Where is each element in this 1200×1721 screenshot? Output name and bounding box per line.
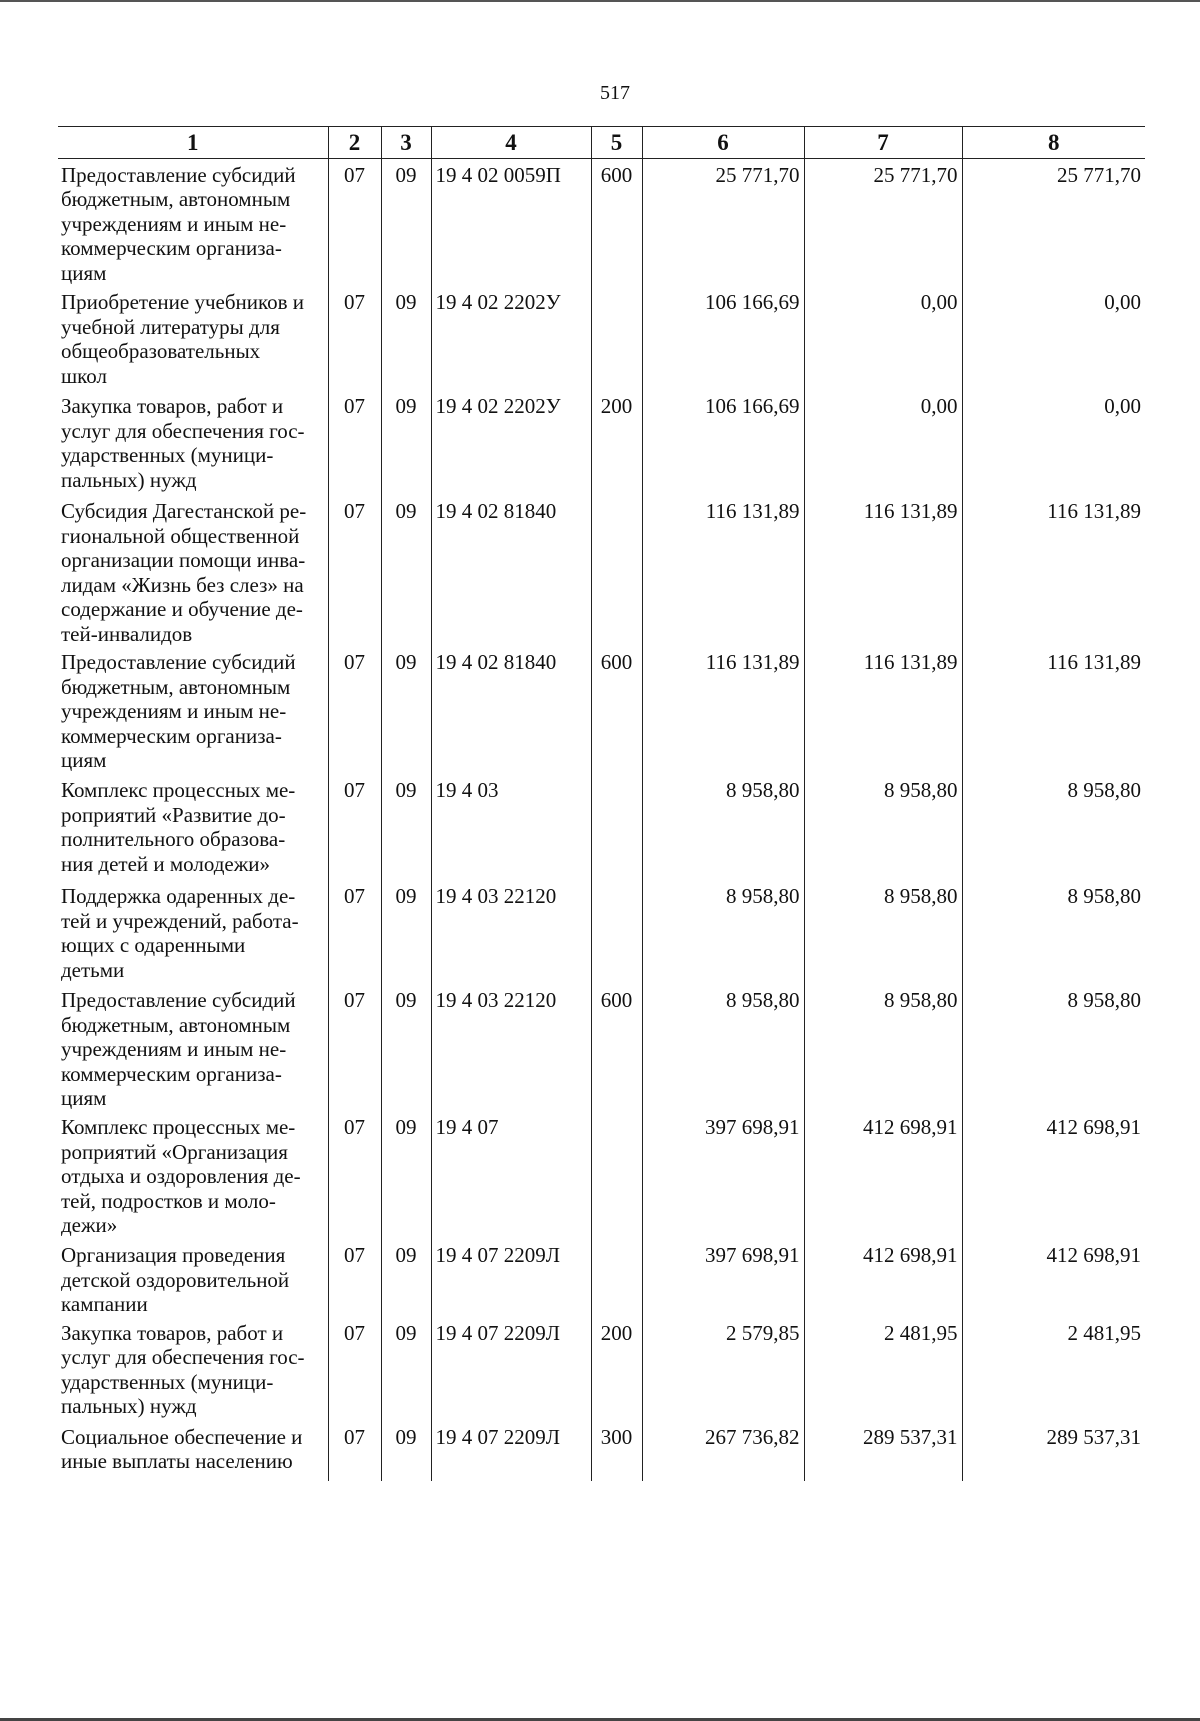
row-name-line: роприятий «Организация (61, 1139, 288, 1164)
column-header-3: 3 (381, 127, 431, 159)
section-code-cell: 07 (328, 646, 381, 774)
target-article-cell: 19 4 02 2202У (431, 286, 591, 390)
row-name-line: полнительного образова- (61, 827, 286, 851)
amount-col7-cell: 25 771,70 (804, 158, 962, 286)
subsection-code-cell: 09 (381, 495, 431, 646)
table-row (58, 1317, 1145, 1421)
subsection-code-cell: 09 (381, 774, 431, 880)
amount-col8-cell: 25 771,70 (962, 158, 1145, 286)
amount-col7-cell: 0,00 (804, 286, 962, 390)
row-name-line: Закупка товаров, работ и (61, 1320, 284, 1345)
amount-col7-cell: 289 537,31 (804, 1421, 962, 1481)
amount-col6-cell: 2 579,85 (642, 1317, 804, 1421)
expense-type-cell: 300 (591, 1421, 642, 1481)
target-article-cell: 19 4 03 22120 (431, 880, 591, 984)
target-article-cell: 19 4 02 81840 (431, 495, 591, 646)
target-article-cell: 19 4 02 2202У (431, 390, 591, 495)
target-article-cell: 19 4 03 (431, 774, 591, 880)
row-name-cell (58, 1317, 328, 1421)
amount-col7-cell: 116 131,89 (804, 495, 962, 646)
expense-type-cell: 200 (591, 1317, 642, 1421)
row-name-line: иные выплаты населению (61, 1449, 293, 1473)
expense-type-cell: 600 (591, 158, 642, 286)
section-code-cell: 07 (328, 1421, 381, 1481)
subsection-code-cell: 09 (381, 1111, 431, 1239)
row-name-line: пальных) нужд (61, 1394, 197, 1418)
table-row (58, 495, 1145, 646)
row-name-cell (58, 390, 328, 495)
table-body (58, 158, 1145, 1481)
row-name-line: бюджетным, автономным (61, 187, 291, 211)
amount-col8-cell: 116 131,89 (962, 646, 1145, 774)
column-header-6: 6 (642, 127, 804, 159)
section-code-cell: 07 (328, 495, 381, 646)
expense-type-cell (591, 1111, 642, 1239)
row-name-cell (58, 646, 328, 774)
amount-col8-cell: 0,00 (962, 286, 1145, 390)
target-article-cell: 19 4 07 2209Л (431, 1317, 591, 1421)
column-header-4: 4 (431, 127, 591, 159)
section-code-cell: 07 (328, 774, 381, 880)
table-row (58, 1421, 1145, 1481)
subsection-code-cell: 09 (381, 158, 431, 286)
budget-table (58, 126, 1145, 1481)
target-article-cell: 19 4 03 22120 (431, 984, 591, 1111)
section-code-cell: 07 (328, 880, 381, 984)
row-name-line: учреждениям и иным не- (61, 699, 287, 723)
row-name-line: Предоставление субсидий (61, 162, 296, 187)
row-name-line: кампании (61, 1292, 148, 1316)
row-name-line: циям (61, 260, 107, 285)
row-name-line: коммерческим организа- (61, 236, 282, 260)
row-name-cell (58, 158, 328, 286)
row-name-line: учреждениям и иным не- (61, 211, 287, 236)
section-code-cell: 07 (328, 1317, 381, 1421)
amount-col8-cell: 8 958,80 (962, 880, 1145, 984)
table-row (58, 774, 1145, 880)
row-name-line: бюджетным, автономным (61, 1012, 291, 1037)
amount-col7-cell: 0,00 (804, 390, 962, 495)
table-row (58, 1111, 1145, 1239)
row-name-line: коммерческим организа- (61, 723, 282, 748)
subsection-code-cell: 09 (381, 880, 431, 984)
row-name-cell (58, 984, 328, 1111)
subsection-code-cell: 09 (381, 646, 431, 774)
row-name-line: Социальное обеспечение и (61, 1424, 303, 1449)
section-code-cell: 07 (328, 1111, 381, 1239)
amount-col6-cell: 116 131,89 (642, 646, 804, 774)
row-name-line: ния детей и молодежи» (61, 851, 271, 876)
section-code-cell: 07 (328, 286, 381, 390)
amount-col7-cell: 8 958,80 (804, 984, 962, 1111)
row-name-line: школ (61, 363, 108, 388)
row-name-line: тей-инвалидов (61, 621, 193, 646)
subsection-code-cell: 09 (381, 1317, 431, 1421)
expense-type-cell (591, 774, 642, 880)
row-name-line: услуг для обеспечения гос- (61, 1345, 305, 1369)
row-name-line: коммерческим организа- (61, 1061, 282, 1086)
amount-col8-cell: 2 481,95 (962, 1317, 1145, 1421)
subsection-code-cell: 09 (381, 1421, 431, 1481)
table-row (58, 1239, 1145, 1317)
amount-col6-cell: 106 166,69 (642, 286, 804, 390)
target-article-cell: 19 4 07 2209Л (431, 1239, 591, 1317)
amount-col8-cell: 116 131,89 (962, 495, 1145, 646)
table-row (58, 646, 1145, 774)
row-name-line: бюджетным, автономным (61, 674, 291, 699)
row-name-line: Субсидия Дагестанской ре- (61, 499, 307, 523)
amount-col7-cell: 116 131,89 (804, 646, 962, 774)
target-article-cell: 19 4 02 81840 (431, 646, 591, 774)
row-name-cell (58, 880, 328, 984)
row-name-line: циям (61, 748, 107, 772)
row-name-line: ударственных (муници- (61, 443, 274, 467)
expense-type-cell (591, 286, 642, 390)
row-name-line: организации помощи инва- (61, 548, 306, 572)
row-name-cell (58, 774, 328, 880)
subsection-code-cell: 09 (381, 286, 431, 390)
subsection-code-cell: 09 (381, 1239, 431, 1317)
row-name-line: Комплекс процессных ме- (61, 778, 296, 802)
amount-col7-cell: 412 698,91 (804, 1111, 962, 1239)
subsection-code-cell: 09 (381, 984, 431, 1111)
amount-col6-cell: 8 958,80 (642, 984, 804, 1111)
section-code-cell: 07 (328, 390, 381, 495)
row-name-line: Комплекс процессных ме- (61, 1115, 296, 1139)
row-name-line: детьми (61, 957, 125, 982)
row-name-cell (58, 286, 328, 390)
table-header-row (58, 127, 1145, 159)
row-name-line: тей, подростков и моло- (61, 1188, 276, 1213)
column-header-5: 5 (591, 127, 642, 159)
row-name-line: учебной литературы для (61, 314, 280, 339)
amount-col7-cell: 8 958,80 (804, 880, 962, 984)
expense-type-cell: 200 (591, 390, 642, 495)
row-name-line: циям (61, 1086, 107, 1110)
amount-col6-cell: 397 698,91 (642, 1239, 804, 1317)
row-name-line: ющих с одаренными (61, 933, 246, 957)
scan-edge-top (0, 0, 1200, 2)
row-name-line: Организация проведения (61, 1243, 286, 1267)
expense-type-cell (591, 880, 642, 984)
expense-type-cell (591, 495, 642, 646)
row-name-line: дежи» (61, 1213, 118, 1237)
table-row (58, 158, 1145, 286)
section-code-cell: 07 (328, 158, 381, 286)
expense-type-cell: 600 (591, 984, 642, 1111)
row-name-cell (58, 1421, 328, 1481)
amount-col8-cell: 412 698,91 (962, 1239, 1145, 1317)
row-name-line: услуг для обеспечения гос- (61, 418, 305, 443)
amount-col7-cell: 2 481,95 (804, 1317, 962, 1421)
row-name-line: учреждениям и иным не- (61, 1037, 287, 1061)
amount-col8-cell: 8 958,80 (962, 984, 1145, 1111)
row-name-line: детской оздоровительной (61, 1267, 290, 1292)
target-article-cell: 19 4 07 2209Л (431, 1421, 591, 1481)
target-article-cell: 19 4 02 0059П (431, 158, 591, 286)
section-code-cell: 07 (328, 984, 381, 1111)
amount-col8-cell: 412 698,91 (962, 1111, 1145, 1239)
row-name-line: содержание и обучение де- (61, 597, 303, 621)
row-name-line: Закупка товаров, работ и (61, 394, 284, 418)
amount-col8-cell: 0,00 (962, 390, 1145, 495)
expense-type-cell (591, 1239, 642, 1317)
row-name-line: лидам «Жизнь без слез» на (61, 572, 304, 597)
expense-type-cell: 600 (591, 646, 642, 774)
row-name-line: пальных) нужд (61, 467, 197, 492)
row-name-line: отдыха и оздоровления де- (61, 1164, 301, 1188)
row-name-line: Приобретение учебников и (61, 290, 305, 314)
table-row (58, 880, 1145, 984)
row-name-cell (58, 495, 328, 646)
row-name-line: тей и учреждений, работа- (61, 908, 299, 933)
column-header-1: 1 (58, 127, 328, 159)
table-row (58, 286, 1145, 390)
amount-col6-cell: 267 736,82 (642, 1421, 804, 1481)
row-name-line: Поддержка одаренных де- (61, 884, 296, 908)
row-name-line: Предоставление субсидий (61, 988, 296, 1012)
amount-col8-cell: 8 958,80 (962, 774, 1145, 880)
row-name-line: общеобразовательных (61, 339, 261, 363)
table-row (58, 390, 1145, 495)
subsection-code-cell: 09 (381, 390, 431, 495)
amount-col6-cell: 106 166,69 (642, 390, 804, 495)
column-header-2: 2 (328, 127, 381, 159)
amount-col6-cell: 397 698,91 (642, 1111, 804, 1239)
row-name-cell (58, 1111, 328, 1239)
section-code-cell: 07 (328, 1239, 381, 1317)
amount-col6-cell: 116 131,89 (642, 495, 804, 646)
table-row (58, 984, 1145, 1111)
amount-col6-cell: 8 958,80 (642, 880, 804, 984)
amount-col8-cell: 289 537,31 (962, 1421, 1145, 1481)
row-name-line: Предоставление субсидий (61, 650, 296, 674)
amount-col6-cell: 25 771,70 (642, 158, 804, 286)
page-number: 517 (600, 82, 630, 104)
row-name-line: роприятий «Развитие до- (61, 802, 286, 827)
row-name-line: гиональной общественной (61, 523, 300, 548)
amount-col6-cell: 8 958,80 (642, 774, 804, 880)
row-name-cell (58, 1239, 328, 1317)
amount-col7-cell: 412 698,91 (804, 1239, 962, 1317)
column-header-7: 7 (804, 127, 962, 159)
column-header-8: 8 (962, 127, 1145, 159)
amount-col7-cell: 8 958,80 (804, 774, 962, 880)
row-name-line: ударственных (муници- (61, 1369, 274, 1394)
target-article-cell: 19 4 07 (431, 1111, 591, 1239)
